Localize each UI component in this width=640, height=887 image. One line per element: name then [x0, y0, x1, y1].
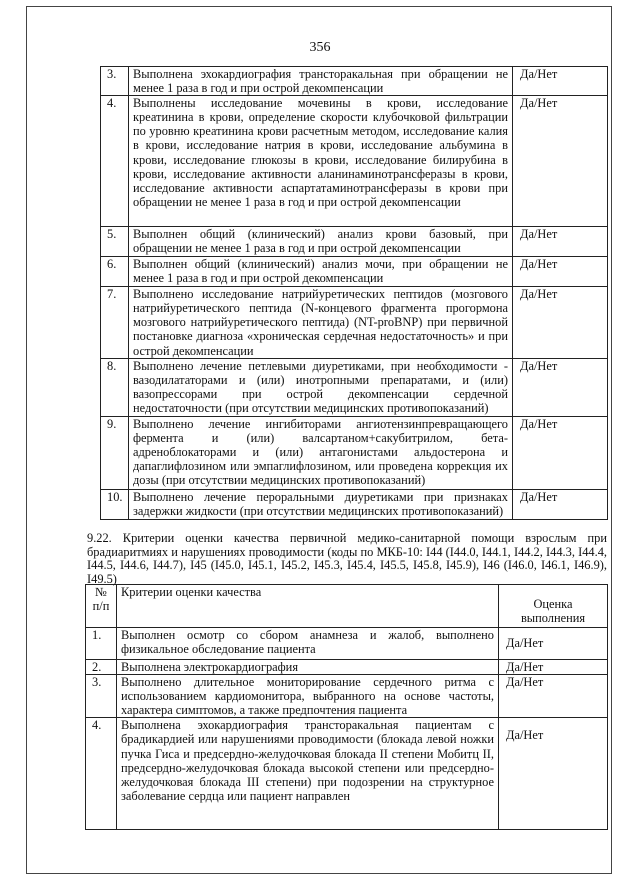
- table-row: [101, 257, 608, 287]
- table-row: [101, 416, 608, 489]
- answer-cell: Да/Нет: [513, 227, 608, 257]
- criterion-text: Выполнено длительное мониторирование сердечного ритма с использованием кардиомонитора, выбранного на основе частоты, характера симптомов, а также предпочтения пациента: [117, 675, 499, 718]
- table-row: [86, 718, 608, 830]
- answer-cell: Да/Нет: [513, 287, 608, 358]
- row-number: 4.: [86, 718, 117, 830]
- row-number: 2.: [86, 660, 117, 675]
- row-number: 8.: [101, 358, 129, 416]
- row-number: 10.: [101, 489, 129, 519]
- row-number: 1.: [86, 628, 117, 660]
- criterion-text: Выполнен общий (клинический) анализ крови базовый, при обращении не менее 1 раза в год и при острой декомпенсации: [129, 227, 513, 257]
- column-header-number: № п/п: [86, 585, 117, 628]
- table-row: [101, 287, 608, 358]
- table-row: [101, 67, 608, 96]
- criteria-table: [85, 584, 608, 830]
- column-header-criteria: Критерии оценки качества: [117, 585, 499, 628]
- section-heading: 9.22. Критерии оценки качества первичной медико-санитарной помощи взрослым при брадиаритмиях и нарушениях проводимости (коды по МКБ-10: I44 (I44.0, I44.1, I44.2, I44.3, I44.4, I44.5, I44.6, I44.7), I45 (I45.0, I45.1, I45.2, I45.3, I45.4, I45.5, I45.8, I45.9), I46 (I46.0, I46.1, I46.9), I49.5): [87, 531, 607, 586]
- answer-cell: Да/Нет: [499, 628, 608, 660]
- table-row: [101, 96, 608, 227]
- criterion-text: Выполнена эхокардиография трансторакальная при обращении не менее 1 раза в год и при острой декомпенсации: [129, 67, 513, 96]
- table-header-row: [86, 585, 608, 628]
- table-row: [86, 628, 608, 660]
- row-number: 5.: [101, 227, 129, 257]
- criterion-text: Выполнен общий (клинический) анализ мочи, при обращении не менее 1 раза в год и при острой декомпенсации: [129, 257, 513, 287]
- answer-cell: Да/Нет: [513, 67, 608, 96]
- answer-cell: Да/Нет: [513, 96, 608, 227]
- answer-cell: Да/Нет: [513, 416, 608, 489]
- criterion-text: Выполнен осмотр со сбором анамнеза и жалоб, выполнено физикальное обследование пациента: [117, 628, 499, 660]
- row-number: 3.: [101, 67, 129, 96]
- table-row: [101, 358, 608, 416]
- row-number: 7.: [101, 287, 129, 358]
- table-row: [101, 227, 608, 257]
- criterion-text: Выполнена эхокардиография трансторакальная пациентам с брадикардией или нарушениями проводимости (блокада левой ножки пучка Гиса и предсердно-желудочковая блокада II степени Мобитц II, предсердно-желудочковая блокада высокой степени или предсердно-желудочковая блокада III степени) при подозрении на структурное заболевание сердца или пациент направлен: [117, 718, 499, 830]
- column-header-rating: Оценка выполнения: [499, 585, 608, 628]
- row-number: 4.: [101, 96, 129, 227]
- criterion-text: Выполнено исследование натрийуретических пептидов (мозгового натрийуретического пептида (N-концевого фрагмента прогормона мозгового натрийуретического пептида) (NT-proBNP) при первичной постановке диагноза «хроническая сердечная недостаточность» и при острой декомпенсации: [129, 287, 513, 358]
- answer-cell: Да/Нет: [499, 675, 608, 718]
- criterion-text: Выполнено лечение ингибиторами ангиотензинпревращающего фермента и (или) валсартаном+сакубитрилом, бета-адреноблокаторами и (или) антагонистами альдостерона и дапаглифлозином или эмпаглифлозином, или проведена коррекция их дозы (при отсутствии медицинских противопоказаний): [129, 416, 513, 489]
- table-row: [86, 675, 608, 718]
- row-number: 6.: [101, 257, 129, 287]
- criterion-text: Выполнено лечение петлевыми диуретиками, при необходимости - вазодилататорами и (или) инотропными препаратами, и (или) вазопрессорами при острой декомпенсации сердечной недостаточности (при отсутствии медицинских противопоказаний): [129, 358, 513, 416]
- criterion-text: Выполнена электрокардиография: [117, 660, 499, 675]
- answer-cell: Да/Нет: [499, 718, 608, 830]
- table-row: [86, 660, 608, 675]
- answer-cell: Да/Нет: [513, 358, 608, 416]
- answer-cell: Да/Нет: [513, 257, 608, 287]
- criterion-text: Выполнены исследование мочевины в крови, исследование креатинина в крови, определение скорости клубочковой фильтрации по уровню креатинина крови расчетным методом, исследование калия в крови, исследование натрия в крови, исследование альбумина в крови, исследование глюкозы в крови, исследование билирубина в крови, исследование активности аланинаминотрансферазы в крови, исследование активности аспартатаминотрансферазы в крови при обращении не менее 1 раза в год и при острой декомпенсации: [129, 96, 513, 227]
- row-number: 3.: [86, 675, 117, 718]
- row-number: 9.: [101, 416, 129, 489]
- criterion-text: Выполнено лечение пероральными диуретиками при признаках задержки жидкости (при отсутствии медицинских противопоказаний): [129, 489, 513, 519]
- answer-cell: Да/Нет: [513, 489, 608, 519]
- table-row: [101, 489, 608, 519]
- page-number: 356: [309, 40, 331, 55]
- answer-cell: Да/Нет: [499, 660, 608, 675]
- criteria-table-continued: [100, 66, 608, 520]
